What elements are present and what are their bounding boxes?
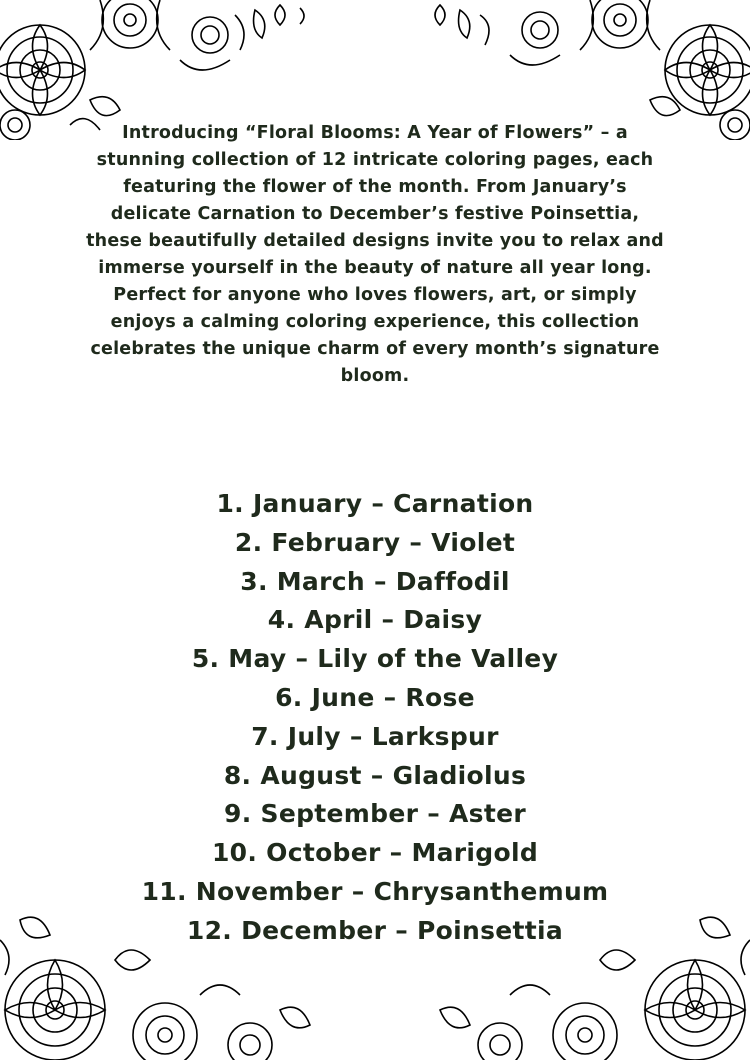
list-item: 12. December – Poinsettia	[186, 915, 564, 945]
floral-corner-top-left-icon	[0, 0, 330, 140]
list-item: 10. October – Marigold	[211, 838, 539, 868]
list-item: 7. July – Larkspur	[251, 721, 499, 751]
list-item: 3. March – Daffodil	[240, 566, 510, 596]
flower-of-month-list	[0, 485, 750, 951]
list-item: 5. May – Lily of the Valley	[191, 644, 559, 674]
list-item: 6. June – Rose	[275, 682, 475, 712]
intro-paragraph: Introducing “Floral Blooms: A Year of Flowers” – a stunning collection of 12 intricate coloring pages, each featuring the flower of the month. From January’s delicate Carnation to December’s festive Poinsettia, these beautifully detailed designs invite you to relax and immerse yourself in the beauty of nature all year long. Perfect for anyone who loves flowers, art, or simply enjoys a calming coloring experience, this collection celebrates the unique charm of every month’s signature bloom.	[86, 123, 664, 386]
list-item: 4. April – Daisy	[267, 605, 483, 635]
list-item: 9. September – Aster	[224, 799, 526, 829]
list-item: 2. February – Violet	[234, 527, 516, 557]
list-item: 8. August – Gladiolus	[223, 760, 527, 790]
floral-corner-top-right-icon	[420, 0, 750, 140]
list-item: 11. November – Chrysanthemum	[141, 876, 609, 906]
list-item: 1. January – Carnation	[216, 489, 534, 518]
